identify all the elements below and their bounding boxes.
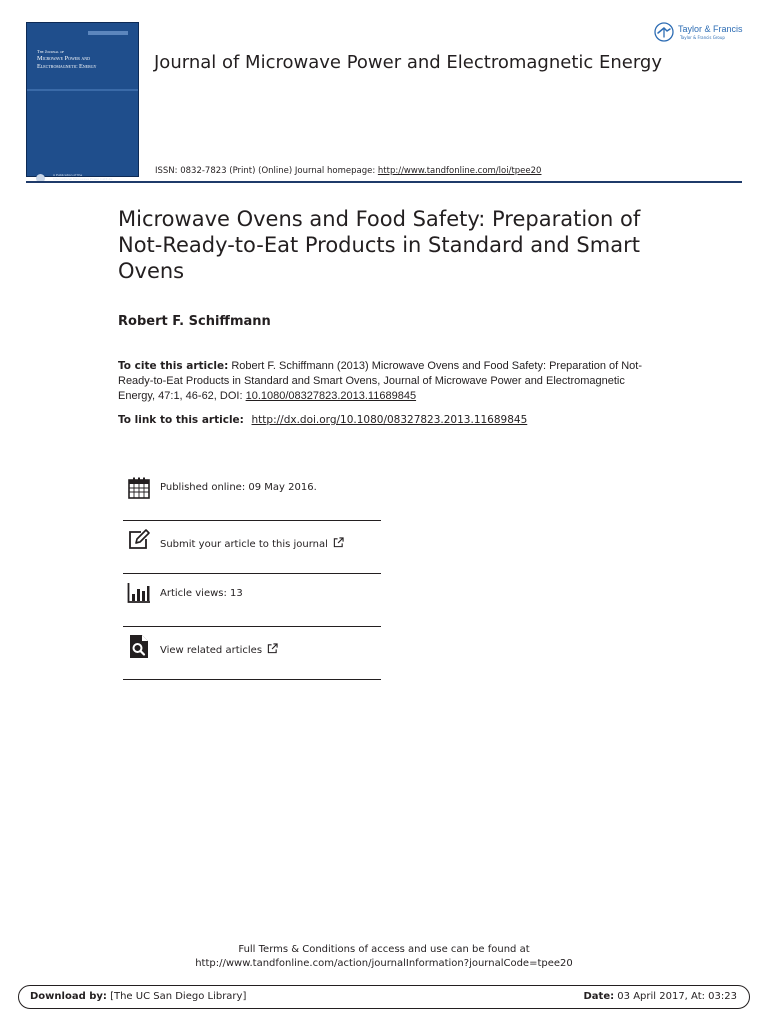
search-document-icon — [127, 634, 151, 658]
journal-cover — [26, 22, 139, 181]
download-info-bar — [18, 985, 750, 1009]
cite-text: Robert F. Schiffmann (2013) Microwave Ovens and Food Safety: Preparation of Not-Ready-to-Eat Products in Standard and Smart Ovens, Journal of Microwave Power and Electromagnetic Energy, 47:1, 46-62, DOI: — [118, 360, 643, 402]
submit-article-link[interactable] — [160, 537, 344, 550]
edit-icon — [127, 528, 151, 552]
cover-issn-tag — [88, 31, 128, 35]
download-value: [The UC San Diego Library] — [106, 991, 247, 1002]
published-online-text: Published online: 09 May 2016. — [160, 482, 317, 493]
related-articles-row[interactable] — [123, 634, 381, 660]
article-link-line — [118, 413, 527, 426]
related-articles-link[interactable] — [160, 643, 278, 656]
external-link-icon — [267, 643, 278, 654]
journal-name: Journal of Microwave Power and Electromagnetic Energy — [154, 52, 663, 73]
related-articles-text: View related articles — [160, 645, 263, 656]
article-doi-url[interactable]: http://dx.doi.org/10.1080/08327823.2013.11689845 — [251, 414, 528, 426]
publisher-brand: Taylor & Francis — [678, 24, 743, 34]
citation-block — [118, 359, 658, 404]
header-rule — [26, 181, 742, 183]
cite-label: To cite this article: — [118, 360, 229, 372]
link-label: To link to this article: — [118, 414, 248, 426]
date-label: Date: — [583, 991, 615, 1002]
article-author: Robert F. Schiffmann — [118, 314, 271, 329]
terms-line1: Full Terms & Conditions of access and use can be found at — [238, 944, 530, 955]
article-title: Microwave Ovens and Food Safety: Preparation of Not-Ready-to-Eat Products in Standard and Smart Ovens — [118, 207, 641, 283]
terms-and-conditions — [0, 943, 768, 971]
cover-title-line2: Electromagnetic Energy — [37, 63, 97, 70]
info-separator — [123, 626, 381, 627]
date-value: 03 April 2017, At: 03:23 — [614, 991, 737, 1002]
cover-stripe — [27, 89, 138, 91]
cover-title — [37, 48, 137, 71]
publisher-group: Taylor & Francis Group — [680, 35, 725, 40]
submit-article-row[interactable] — [123, 528, 381, 554]
info-separator — [123, 520, 381, 521]
article-views-row — [123, 581, 381, 605]
cover-publisher-line1: A Publication of the — [53, 173, 83, 177]
external-link-icon — [333, 537, 344, 548]
cover-title-small: The Journal of — [37, 49, 65, 54]
info-separator — [123, 573, 381, 574]
issn-text: ISSN: 0832-7823 (Print) (Online) Journal homepage: — [155, 166, 378, 176]
info-separator — [123, 679, 381, 680]
doi-link[interactable]: 10.1080/08327823.2013.11689845 — [245, 390, 417, 402]
issn-line — [155, 166, 541, 176]
cover-publisher-line2: International Microwave Power Institute — [53, 177, 113, 181]
cover-title-line1: Microwave Power and — [37, 55, 91, 62]
terms-url[interactable]: http://www.tandfonline.com/action/journalInformation?journalCode=tpee20 — [195, 958, 573, 969]
published-online-row — [123, 476, 381, 502]
download-by — [30, 991, 246, 1002]
download-label: Download by: — [30, 991, 107, 1002]
taylor-francis-logo-icon — [654, 22, 674, 42]
journal-homepage-link[interactable]: http://www.tandfonline.com/loi/tpee20 — [377, 166, 542, 176]
bar-chart-icon — [127, 581, 151, 605]
article-views-text: Article views: 13 — [160, 588, 243, 599]
submit-article-text: Submit your article to this journal — [160, 539, 328, 550]
download-date — [583, 991, 737, 1002]
calendar-icon — [127, 476, 151, 500]
